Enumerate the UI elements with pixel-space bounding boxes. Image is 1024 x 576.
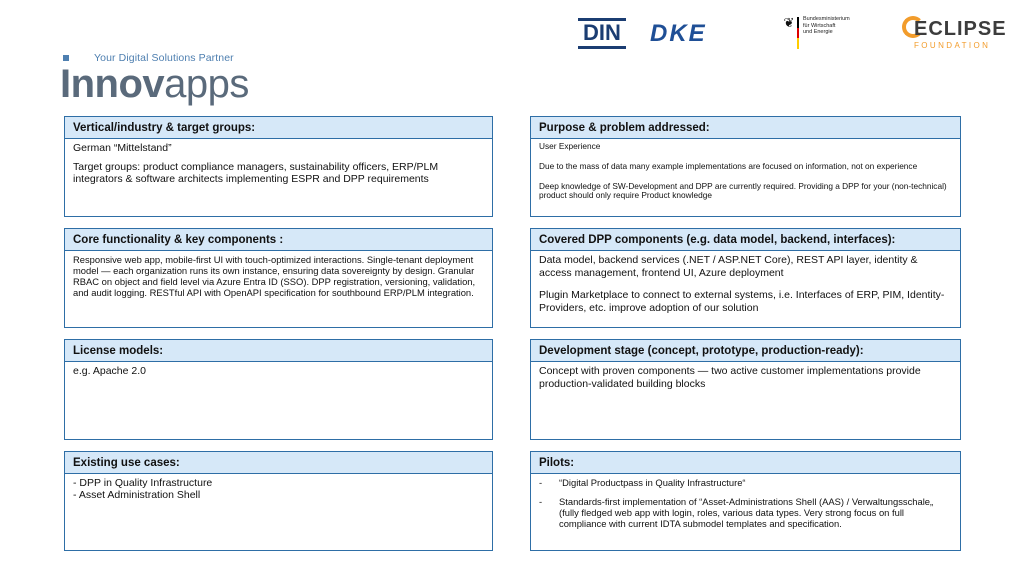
pilot-marker: -: [539, 477, 543, 488]
covered-components-text-2: Plugin Marketplace to connect to external systems, i.e. Interfaces of ERP, PIM, Identity-Providers, etc. improve adoption of our solution: [539, 289, 945, 314]
use-cases-title: Existing use cases:: [65, 452, 492, 474]
purpose-text-2: Due to the mass of data many example implementations are focused on information, not on experience: [539, 160, 918, 171]
bmwi-line-1: Bundesministerium: [803, 16, 850, 22]
core-functionality-box: [64, 228, 493, 328]
purpose-title: Purpose & problem addressed:: [531, 117, 960, 139]
pilots-body: [531, 474, 960, 529]
use-case-item: - Asset Administration Shell: [73, 489, 201, 502]
bmwi-line-2: für Wirtschaft: [803, 22, 836, 29]
bmwi-text: [803, 16, 850, 36]
covered-components-box: [530, 228, 961, 328]
development-stage-title: Development stage (concept, prototype, production-ready):: [531, 340, 960, 362]
vertical-industry-body: [65, 139, 492, 186]
bmwi-line-3: und Energie: [803, 29, 833, 35]
brand-tagline: Your Digital Solutions Partner: [94, 52, 234, 64]
pilot-item: [539, 477, 952, 488]
pilot-item-text: “Digital Productpass in Quality Infrastructure“: [559, 477, 746, 488]
covered-components-title: Covered DPP components (e.g. data model, backend, interfaces):: [531, 229, 960, 251]
pilots-list: [539, 477, 952, 529]
dke-logo: DKE: [650, 20, 707, 47]
pilots-title: Pilots:: [531, 452, 960, 474]
eclipse-foundation-logo: [902, 16, 1012, 56]
purpose-text-3: Deep knowledge of SW-Development and DPP are currently required. Providing a DPP for your (non-technical) product should only require Product knowledge: [539, 180, 947, 201]
development-stage-box: [530, 339, 961, 440]
vertical-industry-text-2: Target groups: product compliance managers, sustainability officers, ERP/PLM integrators & software architects implementing ESPR and DPP requirements: [73, 160, 439, 186]
license-models-text: e.g. Apache 2.0: [73, 365, 146, 377]
innovapps-logo: [60, 52, 280, 106]
core-functionality-body: [65, 251, 492, 298]
brand-name-bold: Innov: [60, 62, 165, 106]
vertical-industry-title: Vertical/industry & target groups:: [65, 117, 492, 139]
development-stage-body: [531, 362, 960, 390]
eclipse-sub: FOUNDATION: [914, 41, 991, 50]
eagle-icon: ❦: [783, 15, 795, 30]
bmwi-logo: [782, 15, 872, 55]
core-functionality-text: Responsive web app, mobile-first UI with touch-optimized interactions. Single-tenant deployment model — each organization runs its own instance, ensuring data sovereignty by design. Granular RBAC on object and field level via Azure Entra ID (SSO). DPP registration, versioning, validation, and audit logging. RESTful API with OpenAPI specification for southbound ERP/PLM integration.: [73, 254, 476, 298]
din-logo: DIN: [578, 18, 626, 49]
german-flag-stripe: [797, 17, 799, 49]
purpose-body: [531, 139, 960, 201]
brand-wordmark: [60, 62, 249, 106]
pilot-item-text: Standards-first implementation of “Asset-Administrations Shell (AAS) / Verwaltungsschale„ (fully fledged web app with login, roles, various data types. Very strong focus on full compliance with current IDTA submodel templates and specification.: [559, 496, 934, 529]
core-functionality-title: Core functionality & key components :: [65, 229, 492, 251]
vertical-industry-text-1: German “Mittelstand”: [73, 142, 172, 154]
license-models-body: [65, 362, 492, 378]
license-models-title: License models:: [65, 340, 492, 362]
logo-accent-dot: [63, 55, 69, 61]
use-case-item: - DPP in Quality Infrastructure: [73, 477, 213, 489]
pilot-marker: -: [539, 496, 543, 507]
covered-components-text-1: Data model, backend services (.NET / ASP.NET Core), REST API layer, identity & access management, frontend UI, Azure deployment: [539, 254, 918, 279]
license-models-box: [64, 339, 493, 440]
flag-red: [797, 28, 799, 39]
flag-gold: [797, 38, 799, 49]
vertical-industry-box: [64, 116, 493, 217]
eclipse-name: ECLIPSE: [914, 18, 1007, 40]
use-cases-body: [65, 474, 492, 502]
purpose-box: [530, 116, 961, 217]
flag-black: [797, 17, 799, 28]
purpose-text-1: User Experience: [539, 141, 601, 151]
use-cases-box: [64, 451, 493, 551]
covered-components-body: [531, 251, 960, 314]
pilot-item: [539, 496, 952, 529]
development-stage-text: Concept with proven components — two active customer implementations provide production-validated building blocks: [539, 365, 921, 390]
brand-name-light: apps: [164, 62, 249, 106]
pilots-box: [530, 451, 961, 551]
